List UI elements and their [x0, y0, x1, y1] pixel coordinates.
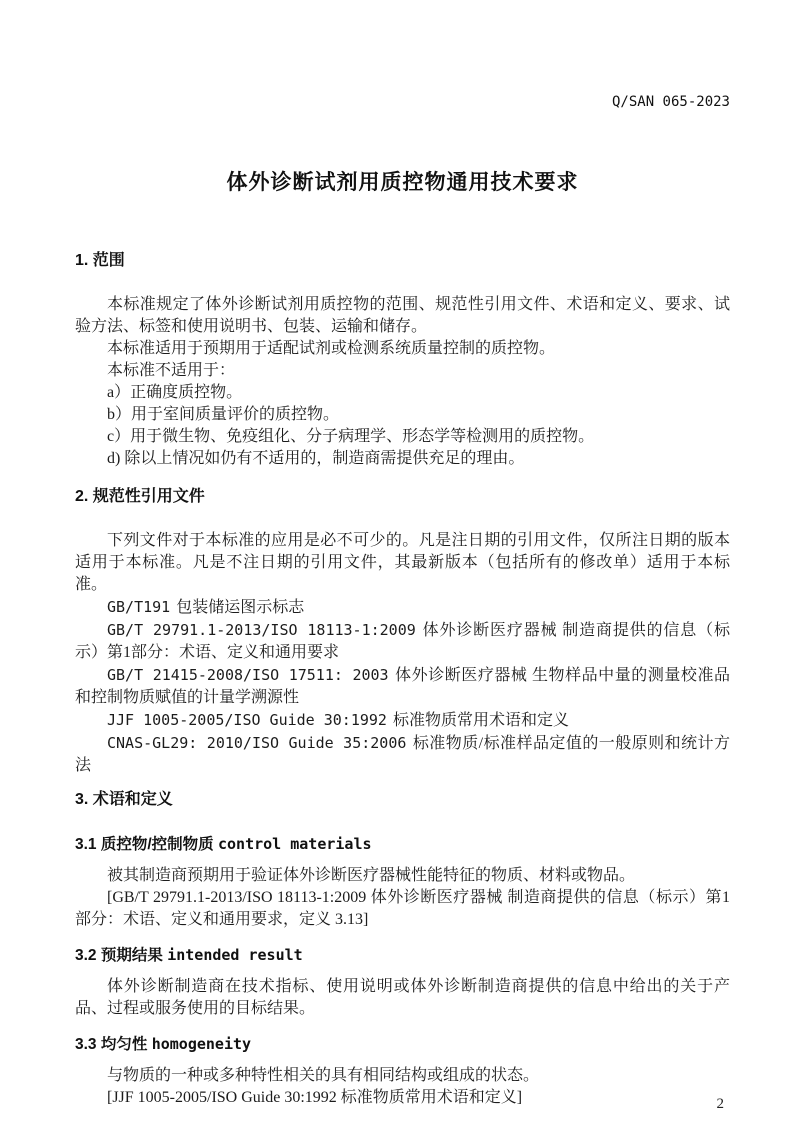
definition-paragraph: 体外诊断制造商在技术指标、使用说明或体外诊断制造商提供的信息中给出的关于产品、过程或服务使用的目标结果。 [75, 978, 730, 1017]
definition-citation: [GB/T 29791.1-2013/ISO 18113-1:2009 体外诊断医疗器械 制造商提供的信息（标示）第1部分：术语、定义和通用要求，定义 3.13] [75, 889, 730, 928]
definition-citation: [JJF 1005-2005/ISO Guide 30:1992 标准物质常用术语和定义] [107, 1089, 523, 1106]
scope-paragraph-1: 本标准规定了体外诊断试剂用质控物的范围、规范性引用文件、术语和定义、要求、试验方法、标签和使用说明书、包装、运输和储存。 [75, 296, 730, 335]
term-en: homogeneity [151, 1035, 252, 1053]
subsection-number: 3.2 [75, 947, 97, 964]
section-references [75, 486, 730, 777]
definition-paragraph: 与物质的一种或多种特性相关的具有相同结构或组成的状态。 [107, 1067, 540, 1084]
reference-entry [75, 596, 730, 619]
term-zh: 质控物/控制物质 [100, 836, 214, 853]
scope-item-a: a）正确度质控物。 [107, 384, 243, 401]
subsection-3-2-heading [75, 944, 730, 967]
scope-item-b: b）用于室间质量评价的质控物。 [107, 406, 340, 423]
definition-paragraph: 被其制造商预期用于验证体外诊断医疗器械性能特征的物质、材料或物品。 [107, 867, 636, 884]
subsection-number: 3.1 [75, 836, 97, 853]
reference-text: 包装储运图示标志 [176, 599, 305, 616]
term-zh: 均匀性 [100, 1036, 148, 1053]
reference-text: 体外诊断医疗器械 生物样品中量的测量校准品和控制物质赋值的计量学溯源性 [75, 667, 730, 706]
section-scope [75, 250, 730, 470]
reference-code: GB/T191 [107, 598, 171, 616]
reference-code: JJF 1005-2005/ISO Guide 30:1992 [107, 711, 387, 729]
page-title: 体外诊断试剂用质控物通用技术要求 [226, 171, 579, 194]
scope-item-d: d) 除以上情况如仍有不适用的，制造商需提供充足的理由。 [107, 450, 525, 467]
section-references-heading: 2. 规范性引用文件 [75, 488, 205, 505]
reference-text: 体外诊断医疗器械 制造商提供的信息（标示）第1部分：术语、定义和通用要求 [75, 622, 730, 661]
reference-code: GB/T 21415-2008/ISO 17511: 2003 [107, 666, 389, 684]
page-number: 2 [716, 1096, 724, 1112]
reference-text: 标准物质常用术语和定义 [392, 712, 569, 729]
reference-entry [75, 709, 730, 732]
reference-entry [75, 664, 730, 709]
scope-paragraph-2: 本标准适用于预期用于适配试剂或检测系统质量控制的质控物。 [107, 340, 556, 357]
subsection-number: 3.3 [75, 1036, 97, 1053]
term-zh: 预期结果 [100, 947, 163, 964]
reference-text: 标准物质/标准样品定值的一般原则和统计方法 [75, 735, 730, 774]
scope-item-c: c）用于微生物、免疫组化、分子病理学、形态学等检测用的质控物。 [107, 428, 595, 445]
reference-code: CNAS-GL29: 2010/ISO Guide 35:2006 [107, 734, 407, 752]
section-scope-heading: 1. 范围 [75, 252, 125, 269]
references-intro: 下列文件对于本标准的应用是必不可少的。凡是注日期的引用文件，仅所注日期的版本适用于本标准。凡是不注日期的引用文件，其最新版本（包括所有的修改单）适用于本标准。 [75, 532, 730, 593]
section-terms [75, 789, 730, 1109]
reference-code: GB/T 29791.1-2013/ISO 18113-1:2009 [107, 621, 416, 639]
doc-number: Q/SAN 065-2023 [611, 94, 730, 110]
reference-entry [75, 732, 730, 777]
section-terms-heading: 3. 术语和定义 [75, 791, 173, 808]
term-en: intended result [167, 946, 303, 964]
reference-entry [75, 619, 730, 664]
scope-paragraph-3: 本标准不适用于： [107, 362, 236, 379]
term-en: control materials [218, 835, 372, 853]
subsection-3-1-heading [75, 833, 730, 856]
subsection-3-3-heading [75, 1033, 730, 1056]
